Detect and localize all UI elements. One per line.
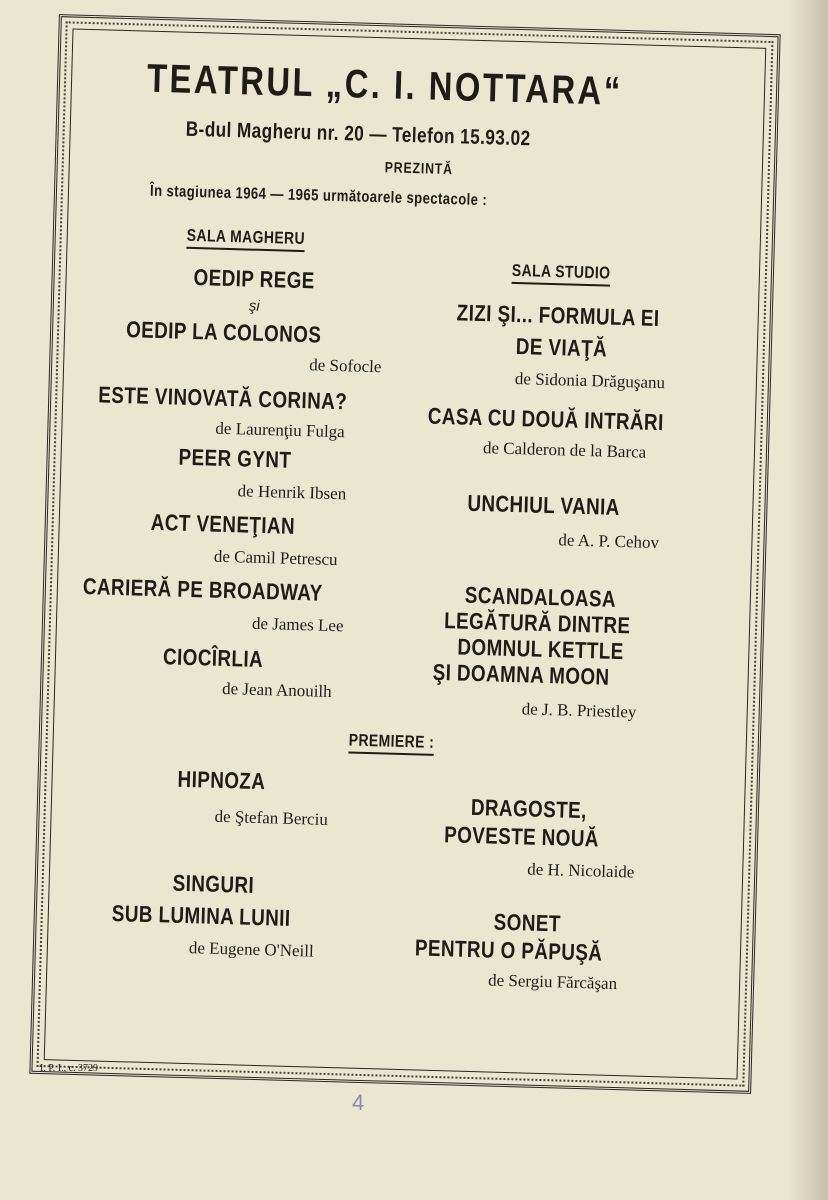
play-title: CIOCÎRLIA: [162, 643, 264, 673]
hall-studio-heading: SALA STUDIO: [512, 261, 611, 287]
play-title: LEGĂTURĂ DINTRE: [443, 607, 631, 639]
page-number: 4: [352, 1090, 365, 1115]
play-author: de Laurenţiu Fulga: [215, 418, 346, 442]
play-title: POVESTE NOUĂ: [443, 821, 600, 852]
poster-content: [60, 41, 750, 1073]
play-author: de Ştefan Berciu: [214, 806, 329, 829]
play-title: PENTRU O PĂPUŞĂ: [414, 934, 603, 966]
play-title: ESTE VINOVATĂ CORINA?: [97, 381, 348, 415]
theatre-title: TEATRUL „C. I. NOTTARA“: [146, 56, 624, 114]
play-author: de Jean Anouilh: [221, 678, 332, 702]
theatre-address: B-dul Magheru nr. 20 — Telefon 15.93.02: [185, 117, 531, 151]
play-author: de H. Nicolaide: [526, 859, 635, 882]
play-author: de Camil Petrescu: [213, 546, 338, 570]
play-author: de A. P. Cehov: [558, 530, 660, 553]
play-title: ACT VENEŢIAN: [150, 508, 296, 539]
play-author: de Eugene O'Neill: [188, 938, 315, 961]
play-title: ZIZI ŞI... FORMULA EI: [456, 299, 660, 332]
play-title: ŞI DOAMNA MOON: [432, 658, 610, 690]
play-title: HIPNOZA: [177, 765, 266, 795]
premieres-heading: PREMIERE :: [348, 731, 434, 756]
play-author: de Calderon de la Barca: [482, 438, 647, 462]
play-title: SCANDALOASA: [464, 581, 617, 612]
play-title: DRAGOSTE,: [470, 793, 588, 824]
page-edge-shadow: [788, 0, 828, 1200]
play-author: de Sofocle: [308, 355, 382, 377]
play-title: SUB LUMINA LUNII: [111, 899, 291, 931]
play-title: CASA CU DOUĂ INTRĂRI: [427, 402, 665, 436]
play-author: de Sidonia Drăguşanu: [514, 369, 666, 393]
play-title: OEDIP LA COLONOS: [125, 316, 322, 348]
play-title: DE VIAŢĂ: [515, 333, 608, 362]
conjunction: şi: [248, 297, 260, 315]
play-author: de James Lee: [251, 613, 344, 636]
poster-frame: [29, 14, 780, 1094]
season-line: În stagiunea 1964 — 1965 următoarele spectacole :: [149, 182, 488, 210]
hall-magheru-heading: SALA MAGHERU: [186, 226, 305, 252]
play-title: SINGURI: [172, 869, 255, 898]
print-code: I. P. I., c. 3729: [40, 1063, 99, 1074]
play-title: SONET: [493, 908, 562, 937]
play-title: DOMNUL KETTLE: [457, 633, 625, 665]
play-author: de Sergiu Fărcăşan: [487, 970, 618, 994]
play-author: de Henrik Ibsen: [237, 481, 347, 504]
presents-label: PREZINTĂ: [384, 159, 454, 179]
play-title: OEDIP REGE: [193, 263, 316, 294]
play-title: CARIERĂ PE BROADWAY: [82, 573, 323, 606]
play-author: de J. B. Priestley: [521, 699, 637, 722]
play-title: PEER GYNT: [178, 443, 292, 473]
play-title: UNCHIUL VANIA: [467, 489, 621, 520]
